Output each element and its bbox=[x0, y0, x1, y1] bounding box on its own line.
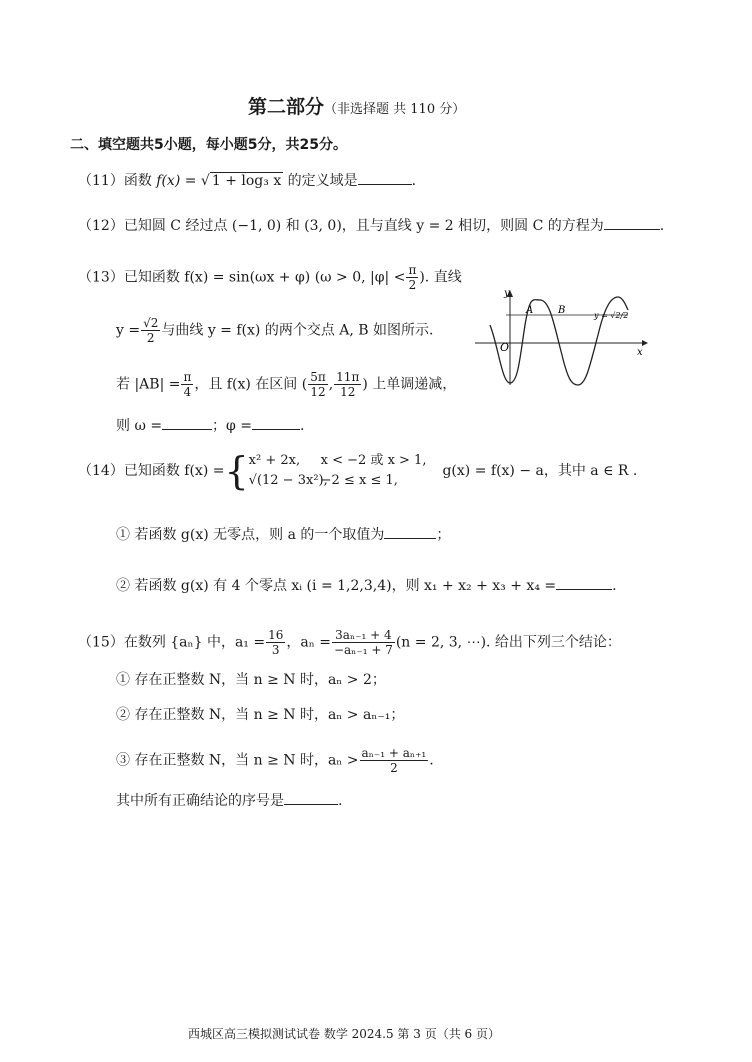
q15-c3-end: . bbox=[429, 752, 434, 769]
q13-end: . bbox=[300, 418, 305, 434]
q13-comma: , bbox=[328, 376, 334, 393]
question-11 bbox=[78, 170, 416, 191]
q12-number: （12） bbox=[78, 218, 124, 234]
q13-frac-root2-2 bbox=[141, 316, 160, 345]
question-13-line1 bbox=[78, 263, 462, 292]
part-subtitle: （非选择题 共 110 分） bbox=[324, 102, 466, 117]
q13-omega-label: 则 ω = bbox=[116, 418, 163, 434]
graph-y-label: y bbox=[504, 288, 510, 299]
q15-final-end: . bbox=[338, 793, 343, 809]
q11-pre: 函数 bbox=[123, 173, 152, 189]
graph-point-a: A bbox=[526, 305, 534, 316]
frac-den: 3 bbox=[271, 643, 280, 657]
frac-num: π bbox=[183, 370, 192, 384]
q13-frac-5pi-12 bbox=[308, 370, 328, 399]
piecewise-cases bbox=[249, 451, 427, 491]
q13-text-3b: ，且 f(x) 在区间 ( bbox=[194, 376, 308, 393]
q15-final-text: 其中所有正确结论的序号是 bbox=[116, 793, 284, 809]
frac-num: 11π bbox=[336, 370, 360, 384]
q14-number: （14） bbox=[78, 463, 124, 479]
case-2-expr: √(12 − 3x²), bbox=[248, 473, 328, 488]
page-footer: 西城区高三模拟测试试卷 数学 2024.5 第 3 页（共 6 页） bbox=[188, 1027, 500, 1041]
q13-text-1b: ). 直线 bbox=[419, 269, 462, 286]
q15-pre: 在数列 {aₙ} 中，a₁ = bbox=[123, 634, 266, 651]
q11-post: 的定义域是 bbox=[287, 173, 358, 189]
q15-post: (n = 2, 3, ⋯). 给出下列三个结论： bbox=[395, 634, 621, 651]
q15-answer-blank[interactable] bbox=[284, 790, 338, 805]
q14-post: g(x) = f(x) − a，其中 a ∈ R . bbox=[442, 463, 638, 479]
graph-point-b: B bbox=[558, 305, 566, 316]
question-12 bbox=[78, 215, 664, 236]
q13-text-3a: 若 |AB| = bbox=[116, 376, 181, 393]
section-heading: 二、填空题共5小题，每小题5分，共25分。 bbox=[70, 137, 347, 153]
case-2 bbox=[249, 471, 427, 491]
graph-x-label: x bbox=[637, 347, 643, 358]
q15-conclusion-1: ① 存在正整数 N，当 n ≥ N 时，aₙ > 2； bbox=[116, 672, 386, 688]
q13-text-2b: 与曲线 y = f(x) 的两个交点 A, B 如图所示. bbox=[161, 322, 434, 339]
frac-num: π bbox=[408, 263, 417, 277]
q14-sub1-end: ； bbox=[436, 527, 451, 543]
frac-den: −aₙ₋₁ + 7 bbox=[333, 643, 393, 657]
frac-den: 4 bbox=[183, 385, 192, 399]
q11-func: f(x) = bbox=[156, 173, 201, 189]
graph-origin-label: O bbox=[500, 341, 510, 354]
q15-number: （15） bbox=[78, 634, 124, 651]
q15-frac-recurrence bbox=[332, 628, 395, 657]
case-1 bbox=[249, 451, 427, 471]
q14-sub1-blank[interactable] bbox=[384, 524, 436, 539]
question-13-line2 bbox=[116, 316, 433, 345]
q15-frac-a1 bbox=[266, 628, 285, 657]
q13-number: （13） bbox=[78, 269, 124, 286]
case-1-cond: x < −2 或 x > 1, bbox=[320, 453, 427, 468]
q11-end: . bbox=[411, 173, 417, 189]
q13-text-1a: 已知函数 f(x) = sin(ωx + φ) (ω > 0, |φ| < bbox=[123, 269, 406, 286]
q11-answer-blank[interactable] bbox=[358, 170, 412, 185]
x-axis-arrow bbox=[642, 340, 648, 346]
question-14-sub2 bbox=[116, 575, 617, 596]
q13-omega-blank[interactable] bbox=[162, 415, 212, 430]
q13-frac-11pi-12 bbox=[334, 370, 361, 399]
q13-text-2a: y = bbox=[116, 322, 141, 339]
q12-answer-blank[interactable] bbox=[604, 215, 660, 230]
case-2-cond: −2 ≤ x ≤ 1, bbox=[320, 473, 398, 488]
q13-phi-blank[interactable] bbox=[252, 415, 300, 430]
graph-line-label: y = √2/2 bbox=[594, 311, 629, 320]
frac-num: 5π bbox=[310, 370, 326, 384]
frac-den: 2 bbox=[390, 761, 398, 775]
q15-conclusion-2: ② 存在正整数 N，当 n ≥ N 时，aₙ > aₙ₋₁； bbox=[116, 707, 405, 723]
frac-den: 12 bbox=[340, 385, 356, 399]
sqrt-sign: √ bbox=[200, 173, 210, 189]
part-title: 第二部分 bbox=[248, 96, 325, 118]
piecewise-brace: { bbox=[224, 449, 249, 493]
question-15 bbox=[78, 628, 621, 657]
q15-final bbox=[116, 790, 342, 811]
q12-text: 已知圆 C 经过点 (−1, 0) 和 (3, 0)，且与直线 y = 2 相切，则圆 C 的方程为 bbox=[123, 218, 604, 234]
q13-phi-label: ；φ = bbox=[212, 418, 253, 434]
case-1-expr: x² + 2x, bbox=[248, 453, 301, 468]
frac-num: 16 bbox=[268, 628, 284, 642]
q14-pre: 已知函数 f(x) = bbox=[123, 463, 225, 479]
frac-num: 3aₙ₋₁ + 4 bbox=[332, 628, 395, 643]
sine-graph bbox=[470, 285, 650, 390]
question-13-line3 bbox=[116, 370, 456, 399]
q14-sub1-text: ① 若函数 g(x) 无零点，则 a 的一个取值为 bbox=[116, 527, 385, 543]
q11-radicand: 1 + log₃ x bbox=[211, 173, 282, 189]
q15-conclusion-3 bbox=[116, 746, 434, 775]
question-13-line4 bbox=[116, 415, 304, 436]
question-14 bbox=[78, 451, 637, 491]
frac-num: √2 bbox=[143, 316, 159, 330]
q12-end: . bbox=[659, 218, 665, 234]
q11-number: （11） bbox=[78, 173, 124, 189]
q14-sub2-end: . bbox=[612, 578, 617, 594]
q15-frac-average bbox=[360, 746, 429, 775]
frac-den: 2 bbox=[408, 278, 417, 292]
question-14-sub1 bbox=[116, 524, 450, 545]
frac-den: 2 bbox=[146, 331, 155, 345]
q13-frac-pi-2 bbox=[406, 263, 418, 292]
q13-text-3c: ) 上单调递减， bbox=[362, 376, 457, 393]
q14-sub2-text: ② 若函数 g(x) 有 4 个零点 xᵢ (i = 1,2,3,4)，则 x₁ + x₂ + x₃ + x₄ = bbox=[116, 578, 557, 594]
frac-num: aₙ₋₁ + aₙ₊₁ bbox=[361, 746, 427, 760]
frac-den: 12 bbox=[310, 385, 326, 399]
q14-sub2-blank[interactable] bbox=[556, 575, 612, 590]
part-heading bbox=[248, 92, 465, 119]
q13-frac-pi-4 bbox=[181, 370, 193, 399]
q15-mid: ，aₙ = bbox=[286, 634, 331, 651]
q15-c3-text: ③ 存在正整数 N，当 n ≥ N 时，aₙ > bbox=[116, 752, 359, 769]
